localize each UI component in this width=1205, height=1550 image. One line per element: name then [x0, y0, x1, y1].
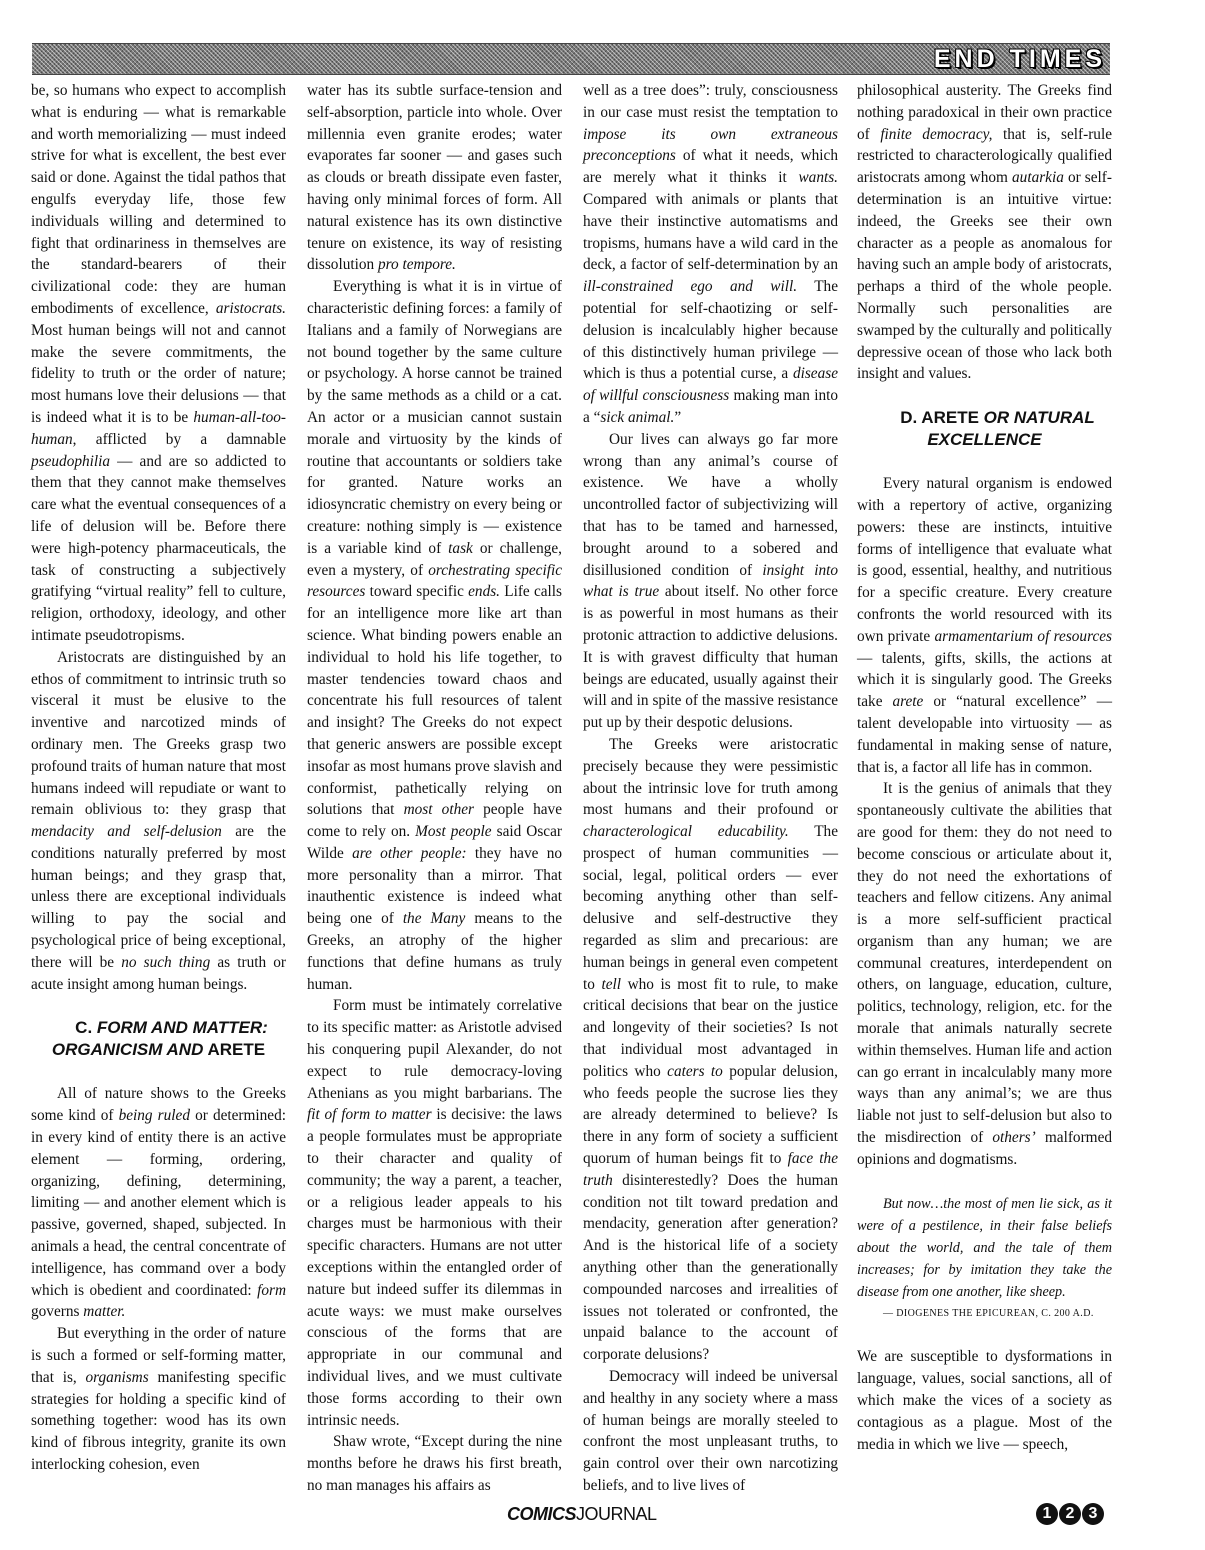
section-title: END TIMES [933, 45, 1106, 73]
text-column-2 [307, 80, 562, 1497]
paragraph: water has its subtle surface-tension and self-absorption, particle into whole. Over millennia even granite erodes; water evaporates far sooner — and gases such as clouds or breath dissipate even faster, having only minimal forces of form. All natural existence has its own distinctive tenure on existence, its way of resisting dissolution pro tempore. [307, 82, 562, 274]
paragraph: Form must be intimately correlative to its specific matter: as Aristotle advised his conquering pupil Alexander, do not expect to rule democracy-loving Athenians as you might barbarians. The fit of form to matter is decisive: the laws a people formulates must be appropriate to their character and quality of community; the way a parent, a teacher, or a religious leader appeals to his charges must be harmonious with their specific characters. Humans are not utter exceptions within the entangled order of nature but indeed suffer its dilemmas in acute ways: we must make ourselves conscious of the forms that are appropriate in our communal and individual lives, and we must cultivate those forms according to their own intrinsic needs. [307, 997, 562, 1429]
page-number [1036, 1503, 1104, 1529]
paragraph: Every natural organism is endowed with a repertory of active, organizing powers: these are instincts, intuitive forms of intelligence that evaluate what is good, essential, healthy, and nutritious for a specific creature. Every creature confronts the world resourced with its own private armamentarium of resources — talents, gifts, skills, the actions at which it is singularly good. The Greeks take arete or “natural excellence” — talent developable into virtuosity — as fundamental in making sense of nature, that is, a factor all life has in common. [857, 475, 1112, 776]
paragraph: Our lives can always go far more wrong than any animal’s course of existence. We have a wholly uncontrolled factor of subjectivizing will that has to be tamed and harnessed, brought around to a sobered and disillusioned condition of insight into what is true about itself. No other force is as powerful in most humans as their protonic attraction to addictive delusions. It is with gravest difficulty that human beings are educated, usually against their will and in spite of the massive resistance put up by their despotic delusions. [583, 430, 838, 732]
paragraph: be, so humans who expect to accomplish what is enduring — what is remarkable and worth memorializing — must indeed strive for what is excellent, the best ever said or done. Against the tidal pathos that engulfs everyday life, those few individuals willing and determined to fight that ordinariness in themselves are the standard-bearers of their civilizational code: they are human embodiments of excellence, aristocrats. Most human beings will not and cannot make the severe commitments, the fidelity to truth or the order of nature; most humans love their delusions — that is indeed what it is to be human-all-too-human, afflicted by a damnable pseudophilia — and are so addicted to them that they cannot make themselves care what the eventual consequences of a life of delusion will be. Before there were high-potency pharmaceuticals, the task of constructing a subjectively gratifying “virtual reality” fell to culture, religion, orthodoxy, ideology, and other intimate pseudotropisms. [31, 82, 286, 644]
quote-attribution: — DIOGENES THE EPICUREAN, C. 200 A.D. [883, 1307, 1094, 1319]
page-digit: 2 [1059, 1503, 1081, 1525]
paragraph: philosophical austerity. The Greeks find nothing paradoxical in their own practice of finite democracy, that is, self-rule restricted to characterologically qualified aristocrats among whom autarkia or self-determination is an intuitive virtue: indeed, the Greeks see their own character as a people as anomalous for having such an ample body of aristocrats, perhaps a third of the whole people. Normally such personalities are swamped by the culturally and politically depressive ocean of those who lack both insight and values. [857, 82, 1112, 383]
paragraph: We are susceptible to dysformations in language, values, social sanctions, all of which make the vices of a society as contagious as a plague. Most of the media in which we live — speech, [857, 1348, 1112, 1453]
magazine-logo: COMICSJOURNAL [507, 1504, 657, 1524]
text-column-3 [583, 80, 838, 1497]
section-header-bar [32, 43, 1110, 75]
paragraph: The Greeks were aristocratic precisely because they were pessimistic about the intrinsic love for truth among most humans and their profound or characterological educability. The prospect of human communities — social, legal, political orders — ever becoming anything other than self-delusive and self-destructive they regarded as slim and precarious: are human beings in general even competent to tell who is most fit to rule, to make critical decisions that bear on the justice and longevity of their societies? Is not that individual most advantaged in politics who caters to popular delusion, who feeds people the sucrose lies they are already determined to believe? Is there in any form of society a sufficient quorum of human beings fit to face the truth disinterestedly? Does the human condition not tilt toward predation and mendacity, generation after generation? And is the historical life of a society anything other than the generationally compounded narcoses and irrealities of issues not tolerated or confronted, the unpaid balance to the account of corporate delusions? [583, 735, 838, 1364]
pull-quote: But now…the most of men lie sick, as it were of a pestilence, in their false beliefs about the world, and the tale of them increases; for by imitation they take the disease from one another, like sheep. [857, 1195, 1112, 1300]
paragraph: But everything in the order of nature is such a formed or self-forming matter, that is, organisms manifesting specific strategies for holding a specific kind of something together: wood has its own kind of fibrous integrity, granite its own interlocking cohesion, even [31, 1325, 286, 1474]
paragraph: well as a tree does”: truly, consciousness in our case must resist the temptation to impose its own extraneous preconceptions of what it needs, which are merely what it thinks it wants. Compared with animals or plants that have their instinctive automatisms and tropisms, humans have a wild card in the deck, a factor of self-determination by an ill-constrained ego and will. The potential for self-chaotizing or self-delusion is incalculably higher because of this distinctively human privilege — which is thus a potential curse, a disease of willful consciousness making man into a “sick animal.” [583, 82, 838, 426]
paragraph: Everything is what it is in virtue of characteristic defining forces: a family of Italians and a family of Norwegians are not bound together by the same culture or psychology. A horse cannot be trained by the same methods as a child or a cat. An actor or a musician cannot sustain morale and virtuosity by the kinds of routine that accountants or soldiers take for granted. Nature works an idiosyncratic chemistry on every being or creature: nothing simply is — existence is a variable kind of task or challenge, even a mystery, of orchestrating specific resources toward specific ends. Life calls for an intelligence more like art than science. What binding powers enable an individual to hold his life together, to master tendencies toward chaos and concentrate his full resources of talent and insight? The Greeks do not expect that generic answers are possible except insofar as most humans prove slavish and conformist, pathetically relying on solutions that most other people have come to rely on. Most people said Oscar Wilde are other people: they have no more personality than a mirror. That inauthentic existence is indeed what being one of the Many means to the Greeks, an atrophy of the higher functions that define humans as truly human. [307, 278, 562, 993]
paragraph: Democracy will indeed be universal and healthy in any society where a mass of human beings are morally steeled to confront the most unpleasant truths, to gain control over their own narcotizing beliefs, and to live lives of [583, 1368, 838, 1494]
page-digit: 1 [1036, 1503, 1058, 1525]
text-column-4 [857, 80, 1112, 1455]
paragraph: It is the genius of animals that they spontaneously cultivate the abilities that are good for them: they do not need to become conscious or articulate about it, they do not need the exhortations of teachers and fellow citizens. Any animal is a more self-sufficient practical organism than any human; we are communal creatures, interdependent on others, on language, education, culture, politics, technology, religion, etc. for the morale that animals naturally secrete within themselves. Human life and action can go errant in incalculably many more ways than any animal’s; we are thus liable not just to self-delusion but also to the misdirection of others’ malformed opinions and dogmatisms. [857, 780, 1113, 1168]
text-column-1 [31, 80, 286, 1476]
subhead-arete: D. ARETE OR NATURAL EXCELLENCE [900, 408, 1095, 450]
paragraph: Aristocrats are distinguished by an ethos of commitment to intrinsic truth so visceral it must be elusive to the inventive and narcotized minds of ordinary men. The Greeks grasp two profound traits of human nature that most humans indeed will repudiate or want to remain oblivious to: they grasp that mendacity and self-delusion are the conditions naturally preferred by most human beings; and they grasp that, unless there are exceptional individuals willing to pay the social and psychological price of being exceptional, there will be no such thing as truth or acute insight among human beings. [31, 648, 286, 993]
subhead-form-and-matter: C. FORM AND MATTER: ORGANICISM AND ARETE [51, 1018, 268, 1060]
page-digit: 3 [1082, 1503, 1104, 1525]
paragraph: Shaw wrote, “Except during the nine months before he draws his first breath, no man manages his affairs as [307, 1433, 562, 1494]
paragraph: All of nature shows to the Greeks some kind of being ruled or determined: in every kind of entity there is an active element — forming, ordering, organizing, defining, determining, limiting — and another element which is passive, governed, shaped, subjected. In animals a head, the central concentrate of intelligence, has command over a body which is obedient and coordinated: form governs matter. [31, 1085, 286, 1321]
